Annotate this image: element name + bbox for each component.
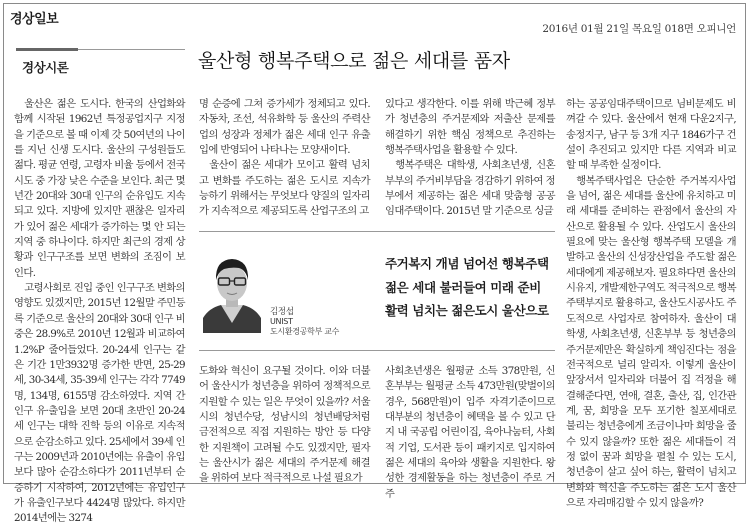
article-headline: 울산형 행복주택으로 젊은 세대를 품자 [198,50,510,72]
paragraph: 있다고 생각한다. 이를 위해 박근혜 정부가 청년층의 주거문제와 저출산 문제를 해결하기 위한 핵심 정책으로 추진하는 행복주택사업을 활용할 수 있다. [385,98,555,157]
article-column-1 [14,97,185,527]
dateline: 2016년 01월 21일 목요일 018면 오피니언 [542,23,736,35]
section-rule-accent [16,48,78,51]
paragraph: 행복주택사업은 단순한 주거복지사업을 넘어, 젊은 세대를 울산에 유치하고 미래 세대를 준비하는 관점에서 울산의 자산으로 활용될 수 있다. 산업도시 울산의 필요에 맞는 울산형 행복주택 모델을 개발하고 울산의 신성장산업을 주도할 젊은 세대에게 제공해보자. 필요하다면 울산의 시유지, 개발제한구역도 적극적으로 행복주택부지로 활용하고, 울산도시공사도 주도적으로 사업자로 참여하자. 울산이 대학생, 사회초년생, 신혼부부 등 청년층의 주거문제만은 확실하게 책임진다는 점을 전국적으로 널리 알리자. 이렇게 울산이 앞장서서 일자리와 더불어 집 걱정을 해결해준다면, 연애, 결혼, 출산, 집, 인간관계, 꿈, 희망을 모두 포기한 칠포세대로 불리는 청년층에게 조금이나마 희망을 줄 수 있지 않을까? 또한 젊은 세대들이 걱정 없이 꿈과 희망을 펼칠 수 있는 도시, 청년층이 살고 싶어 하는, 활력이 넘치고 변화와 혁신을 주도하는 젊은 도시 울산으로 자리매김할 수 있지 않을까? [566,174,736,509]
article-subheads [385,252,549,323]
article-column-2-top [199,97,370,220]
section-label: 경상시론 [22,60,69,75]
feature-bottom-rule [199,350,555,351]
subhead-line: 활력 넘치는 젊은도시 울산으로 [385,303,549,318]
paper-name: 경상일보 [10,12,59,27]
paragraph: 명 순증에 그쳐 증가세가 정체되고 있다. 자동차, 조선, 석유화학 등 울산의 주력산업의 성장과 정체가 젊은 세대 인구 유출입에 반영되어 나타나는 모양새이다. [199,98,370,157]
article-column-3-bottom [385,364,555,502]
subhead-line: 주거복지 개념 넘어선 행복주택 [385,256,549,271]
feature-top-rule [199,231,555,232]
paragraph: 사회초년생은 월평균 소득 378만원, 신혼부부는 월평균 소득 473만원(맞벌이의 경우, 568만원)이 입주 자격기준이므로 대부분의 청년층이 혜택을 볼 수 있고 단지 내 국공립 어린이집, 육아나눔터, 사회적 기업, 도서관 등이 패키지로 입지하여 젊은 세대의 육아와 생활을 지원한다. 왕성한 경제활동을 하는 청년층이 주로 거주 [385,365,555,500]
paragraph: 울산이 젊은 세대가 모이고 활력 넘치고 변화를 주도하는 젊은 도시로 지속가능하기 위해서는 무엇보다 양질의 일자리가 지속적으로 제공되도록 산업구조의 고 [199,159,370,218]
author-byline [270,307,339,337]
article-column-3-top [385,97,555,220]
paragraph: 도화와 혁신이 요구될 것이다. 이와 더불어 울산시가 청년층을 위하여 정책적으로 지원할 수 있는 일은 무엇이 있을까? 서울시의 청년수당, 성남시의 청년배당처럼 금전적으로 직접 지원하는 방안 등 다양한 지원책이 고려될 수도 있겠지만, 필자는 울산시가 젊은 세대의 주거문제 해결을 위하여 보다 적극적으로 나설 필요가 [199,365,370,485]
paragraph: 행복주택은 대학생, 사회초년생, 신혼부부의 주거비부담을 경감하기 위하여 정부에서 제공하는 젊은 세대 맞춤형 공공임대주택이다. 2015년 말 기준으로 싱글 [385,159,555,218]
author-name: 김정섭 [270,307,294,317]
paragraph: 울산은 젊은 도시다. 한국의 산업화와 함께 시작된 1962년 특정공업지구 지정을 기준으로 볼 때 이제 갓 50여년의 나이를 지닌 신생 도시다. 울산의 구성원들도 젊다. 평균 연령, 고령자 비율 등에서 전국 시도 중 가장 낮은 수준을 보인다. 최근 몇 년간 20대와 30대 인구의 순유입도 지속되고 있다. 지방에 있지만 괜찮은 일자리가 있어 젊은 세대가 증가하는 몇 안 되는 지역 중 하나이다. 하지만 최근의 경제 상황과 인구구조를 보면 변화의 조짐이 보인다. [14,98,185,279]
paragraph: 고령사회로 진입 중인 인구구조 변화의 영향도 있겠지만, 2015년 12월말 주민등록 기준으로 울산의 20대와 30대 인구 비중은 28.9%로 2010년 12월과 비교하여 1.2%P 줄어들었다. 20-24세 인구는 같은 기간 1만3932명 증가한 반면, 25-29세, 30-34세, 35-39세 인구는 각각 7749명, 134명, 6155명 감소하였다. 지역 간 인구 유·출입을 보면 20대 초반인 20-24세 인구는 대학 진학 등의 이유로 지속적으로 순감소하고 있다. 25세에서 39세 인구는 2009년과 2010년에는 유출이 유입보다 많아 순감소하다가 2011년부터 순증하기 시작하여, 2012년에는 유입인구가 유출인구보다 4424명 많았다. 하지만 2014년에는 3274 [14,282,185,525]
author-photo [203,248,261,333]
article-column-2-bottom [199,364,370,487]
article-column-4 [566,97,736,511]
author-affiliation: UNIST [270,317,293,326]
author-title: 도시환경공학부 교수 [270,327,340,336]
subhead-line: 젊은 세대 불러들여 미래 준비 [385,279,541,295]
paragraph: 하는 공공임대주택이므로 님비문제도 비껴갈 수 있다. 울산에서 현재 다운2지구, 송정지구, 남구 등 3개 지구 1846가구 건설이 추진되고 있지만 다른 지역과 비교할 때 부족한 실정이다. [566,98,736,172]
portrait-photo-icon [203,248,261,333]
